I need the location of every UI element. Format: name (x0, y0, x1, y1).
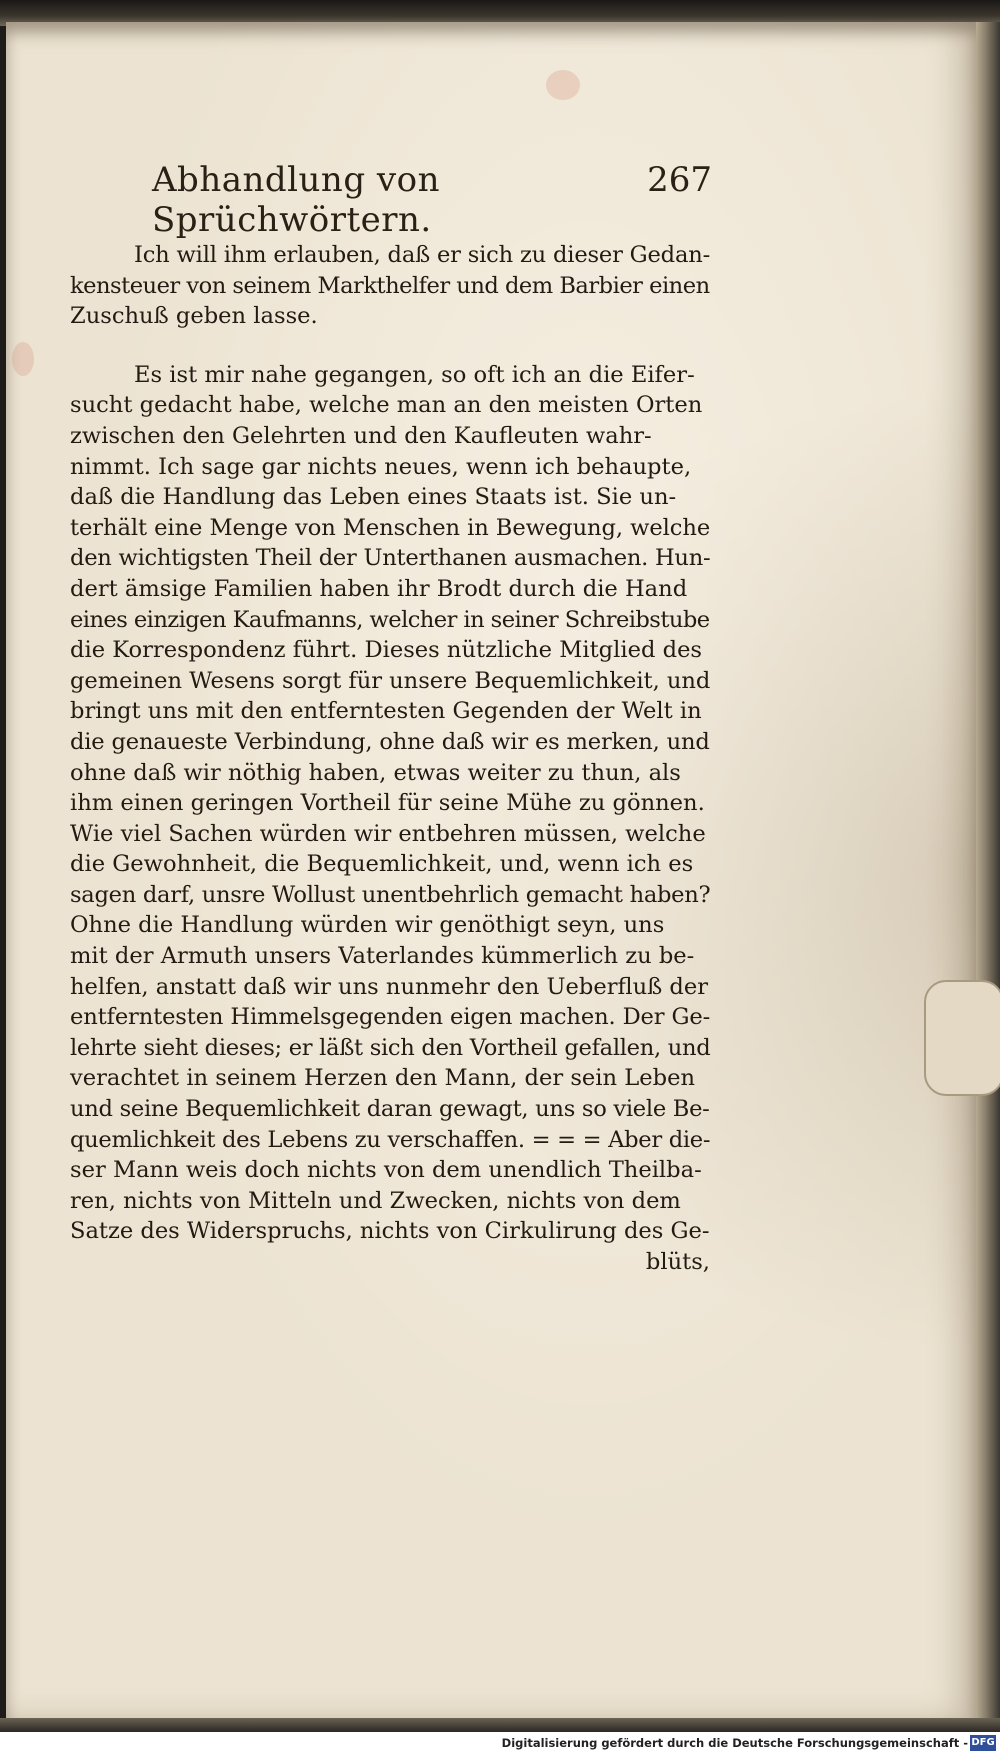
dfg-logo: DFG (970, 1735, 996, 1751)
text-line: bringt uns mit den entferntesten Gegenden der Welt in (70, 698, 702, 725)
text-line: helfen, anstatt daß wir uns nunmehr den Ueberfluß der (70, 973, 709, 1000)
text-line: eines einzigen Kaufmanns, welcher in seiner Schreibstube (70, 606, 710, 633)
text-line: Zuschuß geben lasse. (70, 303, 318, 330)
text-line: entferntesten Himmelsgegenden eigen machen. Der Ge- (70, 1004, 711, 1031)
text-line: dert ämsige Familien haben ihr Brodt durch die Hand (70, 575, 688, 602)
text-line: daß die Handlung das Leben eines Staats ist. Sie un- (70, 484, 677, 511)
text-line: den wichtigsten Theil der Unterthanen ausmachen. Hun- (70, 545, 711, 572)
digitization-footer (0, 1732, 1000, 1755)
catchword: blüts, (645, 1249, 710, 1275)
paragraph (70, 240, 710, 332)
text-line: sucht gedacht habe, welche man an den meisten Orten (70, 392, 703, 419)
text-line: und seine Bequemlichkeit daran gewagt, uns so viele Be- (70, 1096, 710, 1123)
text-line: die Gewohnheit, die Bequemlichkeit, und, wenn ich es (70, 851, 694, 878)
text-line: kensteuer von seinem Markthelfer und dem Barbier einen (70, 272, 710, 299)
text-line: ohne daß wir nöthig haben, etwas weiter zu thun, als (70, 759, 681, 786)
text-line: Satze des Widerspruchs, nichts von Cirkulirung des Ge- (70, 1218, 710, 1245)
text-line: nimmt. Ich sage gar nichts neues, wenn ich behaupte, (70, 453, 692, 480)
body-text (70, 240, 710, 1278)
paragraph (70, 360, 710, 1278)
text-line: terhält eine Menge von Menschen in Bewegung, welche (70, 514, 711, 541)
text-line: gemeinen Wesens sorgt für unsere Bequemlichkeit, und (70, 667, 711, 694)
text-line: mit der Armuth unsers Vaterlandes kümmerlich zu be- (70, 943, 695, 970)
page-stain (12, 342, 34, 376)
book-bottom-edge (0, 1718, 1000, 1732)
text-line: Ich will ihm erlauben, daß er sich zu dieser Gedan- (134, 242, 711, 268)
page-number: 267 (647, 160, 712, 200)
running-title: Abhandlung von Sprüchwörtern. (152, 160, 440, 240)
text-line: quemlichkeit des Lebens zu verschaffen. = = = Aber die- (70, 1126, 711, 1153)
text-line: Wie viel Sachen würden wir entbehren müssen, welche (70, 820, 706, 847)
running-header (152, 160, 712, 240)
page-stain (546, 70, 580, 100)
text-line: verachtet in seinem Herzen den Mann, der sein Leben (70, 1065, 696, 1092)
text-line: die genaueste Verbindung, ohne daß wir es merken, und (70, 728, 710, 755)
text-line: ren, nichts von Mitteln und Zwecken, nichts von dem (70, 1187, 681, 1214)
text-line: zwischen den Gelehrten und den Kaufleuten wahr- (70, 422, 652, 449)
text-line: Ohne die Handlung würden wir genöthigt seyn, uns (70, 912, 665, 939)
page-tab (924, 980, 1000, 1096)
text-line: die Korrespondenz führt. Dieses nützliche Mitglied des (70, 637, 703, 664)
funding-credit: Digitalisierung gefördert durch die Deutsche Forschungsgemeinschaft - (501, 1736, 968, 1750)
book-right-edge (976, 22, 1000, 1720)
text-line: ser Mann weis doch nichts von dem unendlich Theilba- (70, 1157, 702, 1184)
text-line: ihm einen geringen Vortheil für seine Mühe zu gönnen. (70, 790, 705, 817)
paragraph-gap (70, 332, 710, 360)
text-line: lehrte sieht dieses; er läßt sich den Vortheil gefallen, und (70, 1034, 711, 1061)
text-line: Es ist mir nahe gegangen, so oft ich an die Eifer- (134, 361, 695, 388)
text-line: sagen darf, unsre Wollust unentbehrlich gemacht haben? (70, 881, 711, 908)
